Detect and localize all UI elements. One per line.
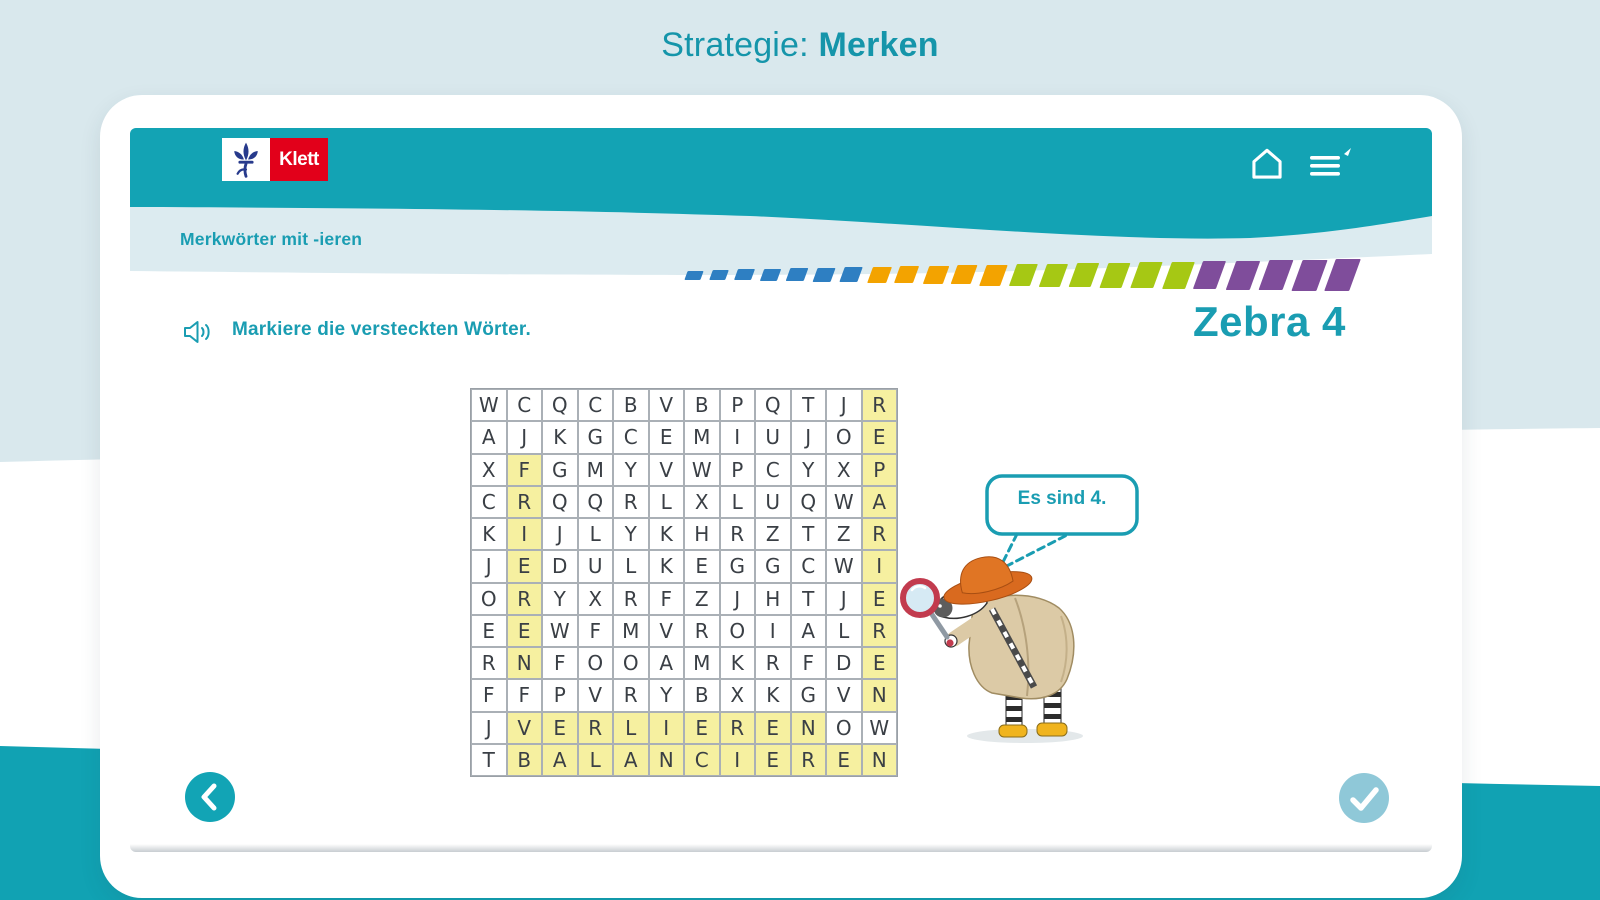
grid-cell[interactable]: N bbox=[862, 744, 898, 776]
stripe-dash bbox=[786, 268, 808, 281]
stripe-dash bbox=[1325, 259, 1362, 291]
audio-button[interactable] bbox=[182, 319, 214, 345]
stripe-dash bbox=[839, 267, 863, 282]
grid-cell[interactable]: O bbox=[471, 583, 507, 615]
stripe-dash bbox=[1099, 263, 1130, 288]
grid-cell[interactable]: K bbox=[649, 550, 685, 582]
stripe-dash bbox=[760, 269, 782, 281]
grid-cell[interactable]: F bbox=[507, 679, 543, 711]
grid-cell[interactable]: X bbox=[720, 679, 756, 711]
grid-cell[interactable]: K bbox=[542, 421, 578, 453]
grid-cell[interactable]: I bbox=[862, 550, 898, 582]
grid-cell[interactable]: W bbox=[826, 550, 862, 582]
stripe-dash bbox=[1291, 260, 1327, 291]
app-card bbox=[100, 95, 1462, 898]
checkmark-icon bbox=[1339, 773, 1389, 823]
grid-cell[interactable]: U bbox=[578, 550, 614, 582]
stripe-dash bbox=[684, 271, 703, 280]
section-title: Merkwörter mit -ieren bbox=[180, 229, 363, 249]
grid-cell[interactable]: A bbox=[613, 744, 649, 776]
grid-cell[interactable]: E bbox=[755, 712, 791, 744]
speech-bubble-text: Es sind 4. bbox=[1017, 488, 1107, 509]
grid-cell[interactable]: I bbox=[507, 518, 543, 550]
grid-cell[interactable]: R bbox=[791, 744, 827, 776]
grid-cell[interactable]: E bbox=[471, 615, 507, 647]
word-grid bbox=[470, 388, 898, 777]
grid-cell[interactable]: W bbox=[542, 615, 578, 647]
grid-cell[interactable]: C bbox=[578, 389, 614, 421]
grid-cell[interactable]: Q bbox=[578, 486, 614, 518]
speaker-icon bbox=[182, 319, 214, 345]
page-title-prefix: Strategie: bbox=[661, 26, 819, 64]
grid-cell[interactable]: J bbox=[826, 389, 862, 421]
grid-cell[interactable]: C bbox=[791, 550, 827, 582]
grid-cell[interactable]: P bbox=[862, 454, 898, 486]
grid-cell[interactable]: U bbox=[755, 486, 791, 518]
grid-cell[interactable]: E bbox=[684, 712, 720, 744]
grid-cell[interactable]: J bbox=[471, 550, 507, 582]
stripe-dash bbox=[1069, 263, 1099, 287]
grid-cell[interactable]: O bbox=[613, 647, 649, 679]
grid-cell[interactable]: P bbox=[720, 389, 756, 421]
task-instruction: Markiere die versteckten Wörter. bbox=[232, 319, 531, 340]
grid-cell[interactable]: M bbox=[684, 647, 720, 679]
grid-cell[interactable]: H bbox=[684, 518, 720, 550]
grid-cell[interactable]: D bbox=[542, 550, 578, 582]
grid-cell[interactable]: O bbox=[826, 712, 862, 744]
grid-cell[interactable]: I bbox=[755, 615, 791, 647]
grid-cell[interactable]: R bbox=[684, 615, 720, 647]
back-button[interactable] bbox=[185, 772, 235, 822]
grid-cell[interactable]: H bbox=[755, 583, 791, 615]
zebra-detective-illustration bbox=[865, 546, 1105, 746]
grid-cell[interactable]: T bbox=[471, 744, 507, 776]
app-screen bbox=[130, 128, 1432, 852]
grid-cell[interactable]: C bbox=[684, 744, 720, 776]
grid-cell[interactable]: R bbox=[755, 647, 791, 679]
stripe-dash bbox=[922, 266, 948, 284]
grid-cell[interactable]: A bbox=[542, 744, 578, 776]
grid-cell[interactable]: E bbox=[684, 550, 720, 582]
grid-cell[interactable]: X bbox=[684, 486, 720, 518]
grid-cell[interactable]: F bbox=[578, 615, 614, 647]
grid-cell[interactable]: N bbox=[791, 712, 827, 744]
grid-cell[interactable]: R bbox=[862, 615, 898, 647]
grid-cell[interactable]: E bbox=[649, 421, 685, 453]
grid-cell[interactable]: R bbox=[507, 486, 543, 518]
grid-cell[interactable]: Q bbox=[542, 486, 578, 518]
grid-cell[interactable]: P bbox=[542, 679, 578, 711]
grid-cell[interactable]: R bbox=[613, 679, 649, 711]
grid-cell[interactable]: J bbox=[791, 421, 827, 453]
grid-cell[interactable]: V bbox=[649, 454, 685, 486]
grid-cell[interactable]: G bbox=[791, 679, 827, 711]
grid-cell[interactable]: N bbox=[862, 679, 898, 711]
confirm-button[interactable] bbox=[1339, 773, 1389, 823]
grid-cell[interactable]: E bbox=[507, 615, 543, 647]
grid-cell[interactable]: L bbox=[578, 518, 614, 550]
grid-cell[interactable]: X bbox=[826, 454, 862, 486]
home-icon bbox=[1248, 145, 1286, 183]
grid-cell[interactable]: K bbox=[471, 518, 507, 550]
screen-bottom-edge bbox=[130, 844, 1432, 852]
grid-cell[interactable]: P bbox=[720, 454, 756, 486]
grid-cell[interactable]: R bbox=[507, 583, 543, 615]
grid-cell[interactable]: T bbox=[791, 583, 827, 615]
grid-cell[interactable]: A bbox=[791, 615, 827, 647]
grid-cell[interactable]: I bbox=[720, 421, 756, 453]
grid-cell[interactable]: R bbox=[471, 647, 507, 679]
grid-cell[interactable]: E bbox=[755, 744, 791, 776]
stripe-dash bbox=[1193, 261, 1226, 289]
grid-cell[interactable]: M bbox=[613, 615, 649, 647]
grid-cell[interactable]: G bbox=[720, 550, 756, 582]
grid-cell[interactable]: D bbox=[826, 647, 862, 679]
grid-cell[interactable]: G bbox=[542, 454, 578, 486]
grid-cell[interactable]: R bbox=[578, 712, 614, 744]
grid-cell[interactable]: V bbox=[649, 615, 685, 647]
grid-cell[interactable]: L bbox=[613, 550, 649, 582]
page-title bbox=[0, 26, 1600, 65]
menu-button[interactable] bbox=[1306, 147, 1354, 183]
grid-cell[interactable]: V bbox=[826, 679, 862, 711]
grid-cell[interactable]: Q bbox=[542, 389, 578, 421]
grid-cell[interactable]: C bbox=[507, 389, 543, 421]
grid-cell[interactable]: L bbox=[578, 744, 614, 776]
grid-cell[interactable]: E bbox=[542, 712, 578, 744]
grid-cell[interactable]: W bbox=[684, 454, 720, 486]
grid-cell[interactable]: T bbox=[791, 518, 827, 550]
grid-cell[interactable]: N bbox=[507, 647, 543, 679]
grid-cell[interactable]: C bbox=[471, 486, 507, 518]
menu-icon bbox=[1306, 147, 1354, 183]
grid-cell[interactable]: K bbox=[720, 647, 756, 679]
grid-cell[interactable]: E bbox=[826, 744, 862, 776]
grid-cell[interactable]: F bbox=[542, 647, 578, 679]
grid-cell[interactable]: R bbox=[613, 583, 649, 615]
grid-cell[interactable]: N bbox=[649, 744, 685, 776]
grid-cell[interactable]: B bbox=[507, 744, 543, 776]
stripe-dash bbox=[1162, 262, 1195, 289]
grid-cell[interactable]: W bbox=[471, 389, 507, 421]
stripe-dash bbox=[709, 270, 729, 280]
grid-cell[interactable]: A bbox=[862, 486, 898, 518]
grid-cell[interactable]: L bbox=[720, 486, 756, 518]
grid-cell[interactable]: O bbox=[578, 647, 614, 679]
stripe-dash bbox=[1009, 264, 1038, 286]
grid-cell[interactable]: K bbox=[649, 518, 685, 550]
grid-cell[interactable]: Z bbox=[826, 518, 862, 550]
stripe-dash bbox=[894, 266, 920, 283]
grid-cell[interactable]: Q bbox=[791, 486, 827, 518]
grid-cell[interactable]: O bbox=[720, 615, 756, 647]
grid-cell[interactable]: M bbox=[684, 421, 720, 453]
stripe-dash bbox=[867, 267, 892, 283]
grid-cell[interactable]: I bbox=[649, 712, 685, 744]
zebra4-brand: Zebra 4 bbox=[1193, 298, 1346, 345]
grid-cell[interactable]: L bbox=[826, 615, 862, 647]
grid-cell[interactable]: G bbox=[755, 550, 791, 582]
grid-cell[interactable]: J bbox=[826, 583, 862, 615]
grid-cell[interactable]: R bbox=[720, 712, 756, 744]
grid-cell[interactable]: L bbox=[649, 486, 685, 518]
grid-cell[interactable]: E bbox=[862, 421, 898, 453]
stripe-dash bbox=[1039, 264, 1069, 287]
stripe-dash bbox=[1226, 261, 1260, 290]
grid-cell[interactable]: Z bbox=[684, 583, 720, 615]
stripe-dash bbox=[812, 268, 835, 282]
grid-cell[interactable]: M bbox=[578, 454, 614, 486]
grid-cell[interactable]: V bbox=[578, 679, 614, 711]
grid-cell[interactable]: E bbox=[507, 550, 543, 582]
grid-cell[interactable]: F bbox=[649, 583, 685, 615]
grid-cell[interactable]: R bbox=[862, 389, 898, 421]
stripe-dash bbox=[1258, 260, 1293, 290]
grid-cell[interactable]: Q bbox=[755, 389, 791, 421]
grid-cell[interactable]: U bbox=[755, 421, 791, 453]
grid-cell[interactable]: T bbox=[791, 389, 827, 421]
grid-cell[interactable]: J bbox=[720, 583, 756, 615]
grid-cell[interactable]: J bbox=[507, 421, 543, 453]
klett-leaf-icon bbox=[229, 141, 263, 178]
grid-cell[interactable]: C bbox=[613, 421, 649, 453]
stripe-dash bbox=[1130, 262, 1162, 288]
grid-cell[interactable]: B bbox=[613, 389, 649, 421]
grid-cell[interactable]: W bbox=[862, 712, 898, 744]
grid-cell[interactable]: Y bbox=[613, 454, 649, 486]
grid-cell[interactable]: R bbox=[720, 518, 756, 550]
grid-cell[interactable]: Y bbox=[649, 679, 685, 711]
grid-cell[interactable]: B bbox=[684, 679, 720, 711]
grid-cell[interactable]: F bbox=[471, 679, 507, 711]
grid-cell[interactable]: Y bbox=[613, 518, 649, 550]
grid-cell[interactable]: X bbox=[578, 583, 614, 615]
grid-cell[interactable]: I bbox=[720, 744, 756, 776]
grid-cell[interactable]: L bbox=[613, 712, 649, 744]
grid-cell[interactable]: K bbox=[755, 679, 791, 711]
stripe-dash bbox=[980, 265, 1008, 286]
grid-cell[interactable]: C bbox=[755, 454, 791, 486]
klett-logo-mark bbox=[222, 138, 270, 181]
stripe-dash bbox=[734, 269, 755, 280]
grid-cell[interactable]: V bbox=[507, 712, 543, 744]
grid-cell[interactable]: A bbox=[649, 647, 685, 679]
grid-cell[interactable]: J bbox=[542, 518, 578, 550]
klett-wordmark: Klett bbox=[270, 138, 328, 181]
grid-cell[interactable]: X bbox=[471, 454, 507, 486]
grid-cell[interactable]: W bbox=[826, 486, 862, 518]
grid-cell[interactable]: Z bbox=[755, 518, 791, 550]
stripe-dash bbox=[951, 265, 978, 284]
grid-cell[interactable]: F bbox=[507, 454, 543, 486]
grid-cell[interactable]: R bbox=[613, 486, 649, 518]
grid-cell[interactable]: E bbox=[862, 647, 898, 679]
grid-cell[interactable]: O bbox=[826, 421, 862, 453]
grid-cell[interactable]: Y bbox=[791, 454, 827, 486]
grid-cell[interactable]: E bbox=[862, 583, 898, 615]
decorative-stripe bbox=[686, 256, 1426, 294]
grid-cell[interactable]: Y bbox=[542, 583, 578, 615]
grid-cell[interactable]: J bbox=[471, 712, 507, 744]
grid-cell[interactable]: B bbox=[684, 389, 720, 421]
grid-cell[interactable]: R bbox=[862, 518, 898, 550]
grid-cell[interactable]: V bbox=[649, 389, 685, 421]
page-title-emphasis: Merken bbox=[818, 26, 939, 64]
grid-cell[interactable]: F bbox=[791, 647, 827, 679]
grid-cell[interactable]: G bbox=[578, 421, 614, 453]
grid-cell[interactable]: A bbox=[471, 421, 507, 453]
klett-logo bbox=[222, 138, 328, 181]
home-button[interactable] bbox=[1248, 145, 1286, 183]
chevron-left-icon bbox=[185, 772, 235, 822]
